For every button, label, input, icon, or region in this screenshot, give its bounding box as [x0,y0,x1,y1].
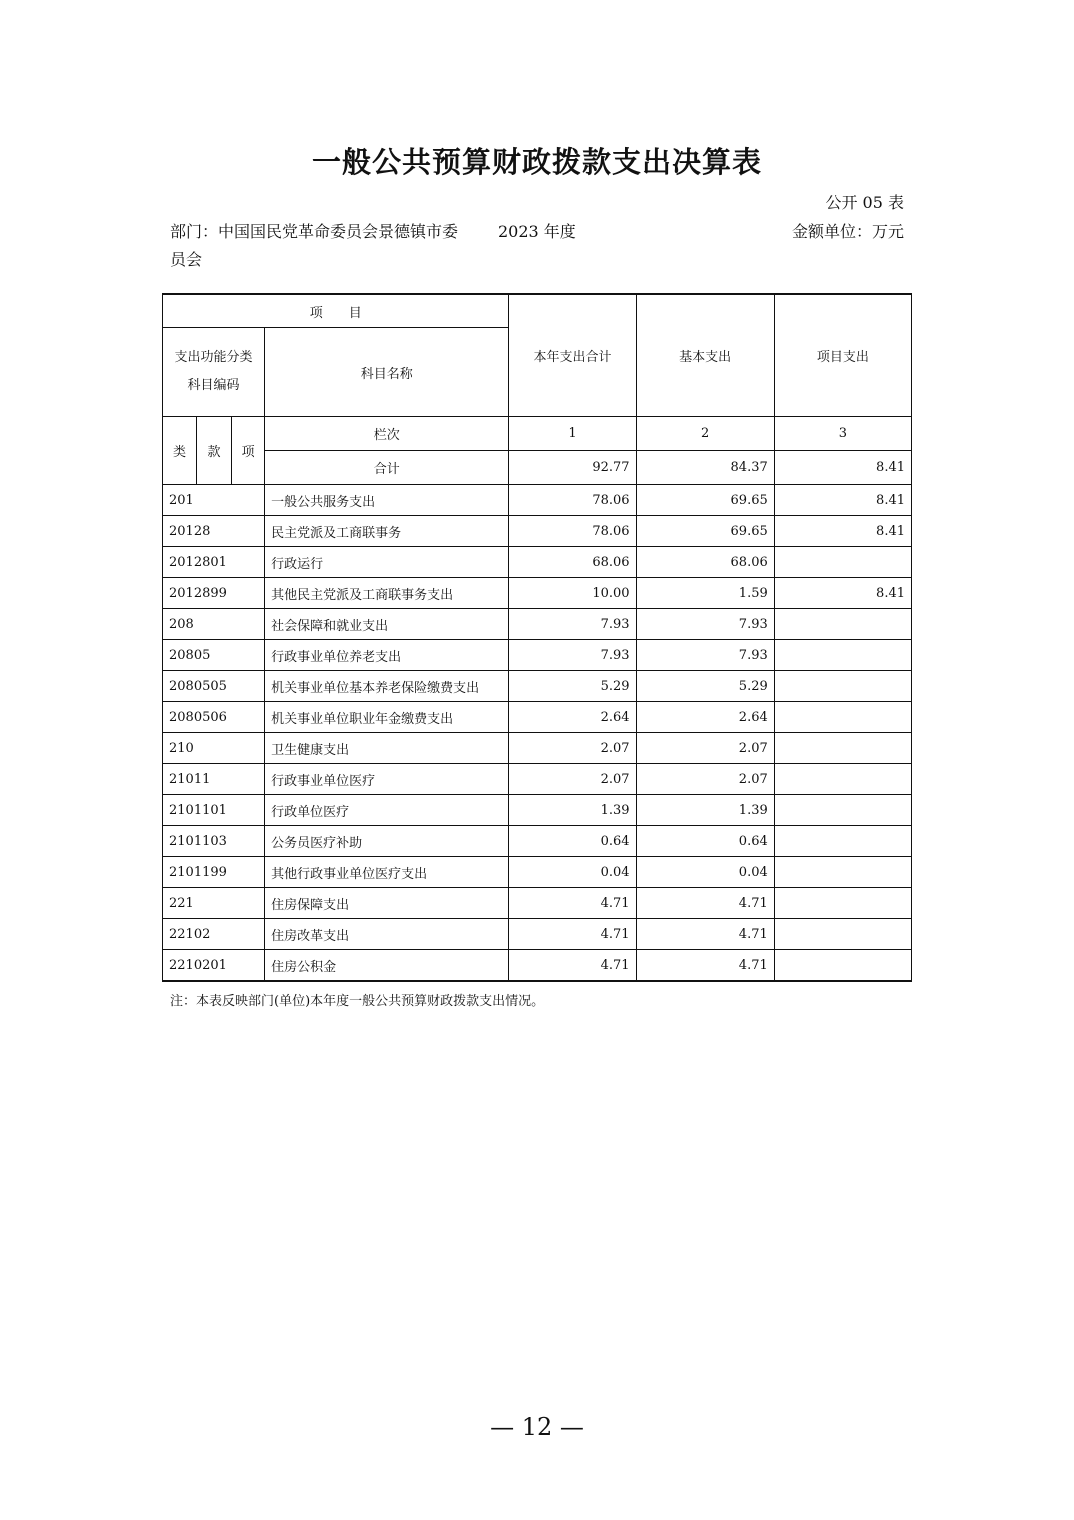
row-basic: 7.93 [636,609,774,640]
row-subject-name: 社会保障和就业支出 [265,609,509,640]
table-row [163,950,912,982]
row-subject-name: 行政事业单位养老支出 [265,640,509,671]
row-code: 2210201 [163,950,265,982]
row-code: 20805 [163,640,265,671]
row-basic: 0.64 [636,826,774,857]
table-row [163,733,912,764]
row-basic: 4.71 [636,919,774,950]
row-subject-name: 住房保障支出 [265,888,509,919]
fiscal-year: 2023 年度 [498,222,576,241]
row-code: 2101199 [163,857,265,888]
row-project [774,702,911,733]
table-row [163,826,912,857]
header-lanci: 栏次 [265,417,509,451]
row-total: 2.07 [509,764,636,795]
row-basic: 5.29 [636,671,774,702]
row-subject-name: 民主党派及工商联事务 [265,516,509,547]
table-note: 注：本表反映部门(单位)本年度一般公共预算财政拨款支出情况。 [170,994,545,1009]
total-sum: 92.77 [509,451,636,485]
table-row [163,888,912,919]
header-lei: 类 [163,417,197,485]
row-basic: 7.93 [636,640,774,671]
row-total: 2.07 [509,733,636,764]
row-code: 21011 [163,764,265,795]
col-number-2: 2 [636,417,774,451]
row-project [774,919,911,950]
table-row [163,795,912,826]
row-basic: 1.59 [636,578,774,609]
row-subject-name: 行政运行 [265,547,509,578]
row-code: 20128 [163,516,265,547]
row-subject-name: 其他行政事业单位医疗支出 [265,857,509,888]
row-basic: 68.06 [636,547,774,578]
row-total: 7.93 [509,640,636,671]
header-subject-name: 科目名称 [265,328,509,417]
row-subject-name: 住房改革支出 [265,919,509,950]
row-project [774,764,911,795]
row-total: 78.06 [509,516,636,547]
row-project: 8.41 [774,516,911,547]
header-xiang: 项 [232,417,265,485]
table-row [163,547,912,578]
row-total: 5.29 [509,671,636,702]
header-basic: 基本支出 [636,294,774,417]
row-project [774,888,911,919]
row-subject-name: 行政事业单位医疗 [265,764,509,795]
row-project [774,795,911,826]
table-row [163,671,912,702]
row-project [774,857,911,888]
row-basic: 4.71 [636,950,774,982]
row-basic: 2.64 [636,702,774,733]
row-code: 2101101 [163,795,265,826]
row-total: 1.39 [509,795,636,826]
row-code: 2101103 [163,826,265,857]
row-subject-name: 其他民主党派及工商联事务支出 [265,578,509,609]
table-row [163,857,912,888]
row-subject-name: 卫生健康支出 [265,733,509,764]
row-total: 4.71 [509,919,636,950]
row-basic: 69.65 [636,485,774,516]
row-code: 210 [163,733,265,764]
total-project: 8.41 [774,451,911,485]
table-row [163,919,912,950]
header-total: 本年支出合计 [509,294,636,417]
header-kuan: 款 [197,417,232,485]
header-func-code: 支出功能分类科目编码 [163,328,265,417]
table-row [163,485,912,516]
form-number: 公开 05 表 [825,193,904,212]
amount-unit: 金额单位：万元 [791,222,904,241]
row-subject-name: 公务员医疗补助 [265,826,509,857]
row-total: 68.06 [509,547,636,578]
table-row [163,578,912,609]
row-project [774,609,911,640]
row-subject-name: 住房公积金 [265,950,509,982]
row-subject-name: 机关事业单位职业年金缴费支出 [265,702,509,733]
row-total: 4.71 [509,950,636,982]
row-project [774,733,911,764]
table-row [163,640,912,671]
row-total: 0.64 [509,826,636,857]
table-row [163,702,912,733]
row-subject-name: 一般公共服务支出 [265,485,509,516]
page-number: — 12 — [490,1413,584,1441]
row-total: 2.64 [509,702,636,733]
row-basic: 0.04 [636,857,774,888]
row-project [774,640,911,671]
department-label: 部门：中国国民党革命委员会景德镇市委员会 [170,222,459,269]
row-subject-name: 行政单位医疗 [265,795,509,826]
row-code: 221 [163,888,265,919]
row-project: 8.41 [774,578,911,609]
row-basic: 4.71 [636,888,774,919]
row-code: 22102 [163,919,265,950]
row-total: 7.93 [509,609,636,640]
row-basic: 1.39 [636,795,774,826]
row-code: 2012801 [163,547,265,578]
row-project [774,671,911,702]
total-basic: 84.37 [636,451,774,485]
row-project: 8.41 [774,485,911,516]
header-project-exp: 项目支出 [774,294,911,417]
header-project: 项 目 [163,294,509,328]
row-project [774,826,911,857]
col-number-3: 3 [774,417,911,451]
row-basic: 2.07 [636,764,774,795]
row-code: 2080506 [163,702,265,733]
row-code: 2080505 [163,671,265,702]
row-code: 201 [163,485,265,516]
row-total: 10.00 [509,578,636,609]
row-project [774,950,911,982]
row-basic: 2.07 [636,733,774,764]
row-subject-name: 机关事业单位基本养老保险缴费支出 [265,671,509,702]
table-row [163,764,912,795]
row-project [774,547,911,578]
table-row [163,609,912,640]
page-title: 一般公共预算财政拨款支出决算表 [311,145,762,179]
col-number-1: 1 [509,417,636,451]
row-total: 4.71 [509,888,636,919]
row-total: 0.04 [509,857,636,888]
row-code: 208 [163,609,265,640]
row-total: 78.06 [509,485,636,516]
expenditure-table [162,293,912,982]
row-basic: 69.65 [636,516,774,547]
row-code: 2012899 [163,578,265,609]
total-label: 合计 [265,451,509,485]
table-row [163,516,912,547]
